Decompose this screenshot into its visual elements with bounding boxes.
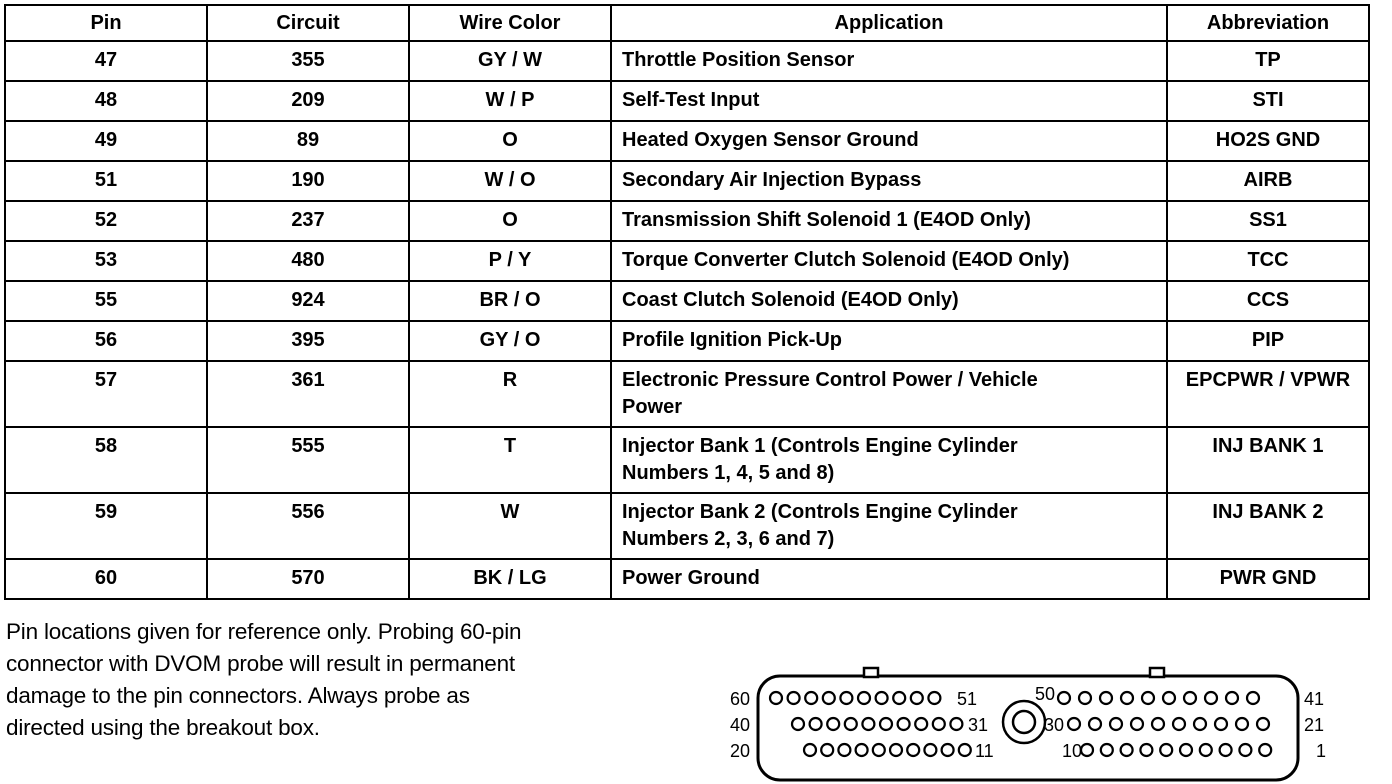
application-line: Throttle Position Sensor — [622, 49, 855, 71]
application-line: Transmission Shift Solenoid 1 (E4OD Only) — [622, 209, 1031, 231]
table-row — [5, 281, 1369, 321]
note-line: directed using the breakout box. — [6, 715, 320, 740]
cell-application — [611, 493, 1167, 559]
pin-hole — [1101, 744, 1113, 756]
pin-hole — [827, 718, 839, 730]
application-line: Numbers 2, 3, 6 and 7) — [622, 528, 835, 550]
cell-pin: 56 — [5, 321, 207, 361]
cell-circuit: 89 — [207, 121, 409, 161]
pin-hole — [890, 744, 902, 756]
cell-pin: 49 — [5, 121, 207, 161]
pin-hole — [924, 744, 936, 756]
application-line: Numbers 1, 4, 5 and 8) — [622, 462, 835, 484]
cell-pin: 57 — [5, 361, 207, 427]
cell-application — [611, 161, 1167, 201]
cell-abbreviation: EPCPWR / VPWR — [1167, 361, 1369, 427]
application-line: Heated Oxygen Sensor Ground — [622, 129, 919, 151]
pin-hole — [1121, 744, 1133, 756]
label-pin-21: 21 — [1304, 715, 1325, 735]
pin-hole — [810, 718, 822, 730]
header-row — [5, 5, 1369, 41]
cell-circuit: 480 — [207, 241, 409, 281]
cell-pin: 60 — [5, 559, 207, 599]
cell-circuit: 209 — [207, 81, 409, 121]
label-pin-31: 31 — [968, 715, 989, 735]
cell-circuit: 361 — [207, 361, 409, 427]
pin-hole — [898, 718, 910, 730]
label-pin-11: 11 — [975, 741, 994, 761]
cell-abbreviation: STI — [1167, 81, 1369, 121]
pin-hole — [821, 744, 833, 756]
pin-hole — [1220, 744, 1232, 756]
table-row — [5, 241, 1369, 281]
pin-hole — [928, 692, 940, 704]
table-row — [5, 361, 1369, 427]
pin-hole — [770, 692, 782, 704]
pin-hole — [876, 692, 888, 704]
cell-wire-color: GY / W — [409, 41, 611, 81]
pin-hole — [862, 718, 874, 730]
application-line: Electronic Pressure Control Power / Vehicle — [622, 369, 1038, 391]
pin-hole — [1068, 718, 1080, 730]
cell-circuit: 355 — [207, 41, 409, 81]
pin-hole — [1152, 718, 1164, 730]
cell-abbreviation: PWR GND — [1167, 559, 1369, 599]
pin-hole — [858, 692, 870, 704]
application-line: Secondary Air Injection Bypass — [622, 169, 922, 191]
note-line: damage to the pin connectors. Always probe as — [6, 683, 470, 708]
cell-wire-color: BR / O — [409, 281, 611, 321]
label-pin-60: 60 — [730, 689, 751, 709]
note-line: Pin locations given for reference only. Probing 60-pin — [6, 619, 522, 644]
cell-wire-color: T — [409, 427, 611, 493]
cell-pin: 58 — [5, 427, 207, 493]
application-line: Profile Ignition Pick-Up — [622, 329, 843, 351]
pin-hole — [1163, 692, 1175, 704]
cell-abbreviation: INJ BANK 2 — [1167, 493, 1369, 559]
cell-wire-color: P / Y — [409, 241, 611, 281]
pin-hole — [1079, 692, 1091, 704]
pin-hole — [1089, 718, 1101, 730]
cell-wire-color: W / O — [409, 161, 611, 201]
cell-wire-color: BK / LG — [409, 559, 611, 599]
pin-hole — [915, 718, 927, 730]
latch-tab — [864, 668, 878, 677]
pin-hole — [911, 692, 923, 704]
pin-hole — [1180, 744, 1192, 756]
table-row — [5, 493, 1369, 559]
cell-application — [611, 121, 1167, 161]
application-line: Coast Clutch Solenoid (E4OD Only) — [622, 289, 959, 311]
cell-application — [611, 41, 1167, 81]
label-pin-50: 50 — [1035, 684, 1056, 704]
application-line: Torque Converter Clutch Solenoid (E4OD Only) — [622, 249, 1070, 271]
pin-hole — [873, 744, 885, 756]
cell-wire-color: R — [409, 361, 611, 427]
pin-hole — [1259, 744, 1271, 756]
reference-note — [6, 616, 666, 744]
pin-hole — [1215, 718, 1227, 730]
label-pin-41: 41 — [1304, 689, 1325, 709]
pin-hole — [1131, 718, 1143, 730]
cell-application — [611, 427, 1167, 493]
pin-hole — [933, 718, 945, 730]
latch-tab — [1150, 668, 1164, 677]
pin-hole — [1200, 744, 1212, 756]
center-key-inner — [1013, 711, 1035, 733]
cell-circuit: 924 — [207, 281, 409, 321]
label-pin-1: 1 — [1316, 741, 1327, 761]
cell-abbreviation: CCS — [1167, 281, 1369, 321]
cell-abbreviation: AIRB — [1167, 161, 1369, 201]
pin-hole — [907, 744, 919, 756]
pin-hole — [1194, 718, 1206, 730]
pin-hole — [1140, 744, 1152, 756]
header-pin: Pin — [5, 5, 207, 41]
pin-hole — [893, 692, 905, 704]
pin-hole — [1239, 744, 1251, 756]
connector-drawing — [724, 664, 1364, 782]
label-pin-10: 10 — [1062, 741, 1083, 761]
label-pin-40: 40 — [730, 715, 751, 735]
pin-hole — [838, 744, 850, 756]
pin-table — [4, 4, 1370, 600]
pin-hole — [804, 744, 816, 756]
cell-application — [611, 201, 1167, 241]
cell-wire-color: W / P — [409, 81, 611, 121]
cell-abbreviation: INJ BANK 1 — [1167, 427, 1369, 493]
center-key-outer — [1003, 701, 1045, 743]
pin-hole — [823, 692, 835, 704]
table-row — [5, 121, 1369, 161]
pin-hole — [1236, 718, 1248, 730]
application-line: Power Ground — [622, 567, 760, 589]
application-line: Power — [622, 396, 683, 418]
pin-hole — [788, 692, 800, 704]
cell-circuit: 190 — [207, 161, 409, 201]
pin-hole — [1110, 718, 1122, 730]
pin-hole — [950, 718, 962, 730]
cell-application — [611, 81, 1167, 121]
cell-pin: 51 — [5, 161, 207, 201]
cell-abbreviation: HO2S GND — [1167, 121, 1369, 161]
table-row — [5, 161, 1369, 201]
cell-abbreviation: TP — [1167, 41, 1369, 81]
cell-pin: 59 — [5, 493, 207, 559]
cell-wire-color: GY / O — [409, 321, 611, 361]
table-row — [5, 321, 1369, 361]
pin-hole — [880, 718, 892, 730]
cell-abbreviation: TCC — [1167, 241, 1369, 281]
header-application: Application — [611, 5, 1167, 41]
cell-wire-color: W — [409, 493, 611, 559]
pin-hole — [1121, 692, 1133, 704]
cell-pin: 52 — [5, 201, 207, 241]
connector-diagram — [724, 664, 1364, 782]
cell-application — [611, 559, 1167, 599]
cell-application — [611, 281, 1167, 321]
cell-wire-color: O — [409, 201, 611, 241]
cell-abbreviation: SS1 — [1167, 201, 1369, 241]
note-line: connector with DVOM probe will result in permanent — [6, 651, 515, 676]
cell-application — [611, 241, 1167, 281]
label-pin-30: 30 — [1044, 715, 1065, 735]
pin-hole — [1160, 744, 1172, 756]
table-row — [5, 81, 1369, 121]
cell-pin: 53 — [5, 241, 207, 281]
application-line: Injector Bank 2 (Controls Engine Cylinder — [622, 501, 1018, 523]
pin-hole — [805, 692, 817, 704]
pin-hole — [840, 692, 852, 704]
pin-hole — [942, 744, 954, 756]
label-pin-51: 51 — [957, 689, 978, 709]
cell-pin: 55 — [5, 281, 207, 321]
cell-application — [611, 361, 1167, 427]
cell-wire-color: O — [409, 121, 611, 161]
table-row — [5, 41, 1369, 81]
table-row — [5, 427, 1369, 493]
header-abbreviation: Abbreviation — [1167, 5, 1369, 41]
pin-hole — [1058, 692, 1070, 704]
cell-abbreviation: PIP — [1167, 321, 1369, 361]
cell-application — [611, 321, 1167, 361]
cell-circuit: 556 — [207, 493, 409, 559]
pin-hole — [1100, 692, 1112, 704]
table-row — [5, 559, 1369, 599]
pin-hole — [1173, 718, 1185, 730]
label-pin-20: 20 — [730, 741, 751, 761]
pin-hole — [1226, 692, 1238, 704]
pin-hole — [845, 718, 857, 730]
header-wire-color: Wire Color — [409, 5, 611, 41]
pin-hole — [1257, 718, 1269, 730]
cell-circuit: 555 — [207, 427, 409, 493]
pin-hole — [792, 718, 804, 730]
pin-hole — [1205, 692, 1217, 704]
application-line: Self-Test Input — [622, 89, 760, 111]
cell-circuit: 237 — [207, 201, 409, 241]
table-row — [5, 201, 1369, 241]
cell-pin: 48 — [5, 81, 207, 121]
pin-hole — [1081, 744, 1093, 756]
pin-hole — [1184, 692, 1196, 704]
pin-hole — [959, 744, 971, 756]
cell-pin: 47 — [5, 41, 207, 81]
cell-circuit: 395 — [207, 321, 409, 361]
pin-hole — [856, 744, 868, 756]
header-circuit: Circuit — [207, 5, 409, 41]
pin-hole — [1142, 692, 1154, 704]
pin-hole — [1247, 692, 1259, 704]
cell-circuit: 570 — [207, 559, 409, 599]
application-line: Injector Bank 1 (Controls Engine Cylinder — [622, 435, 1018, 457]
